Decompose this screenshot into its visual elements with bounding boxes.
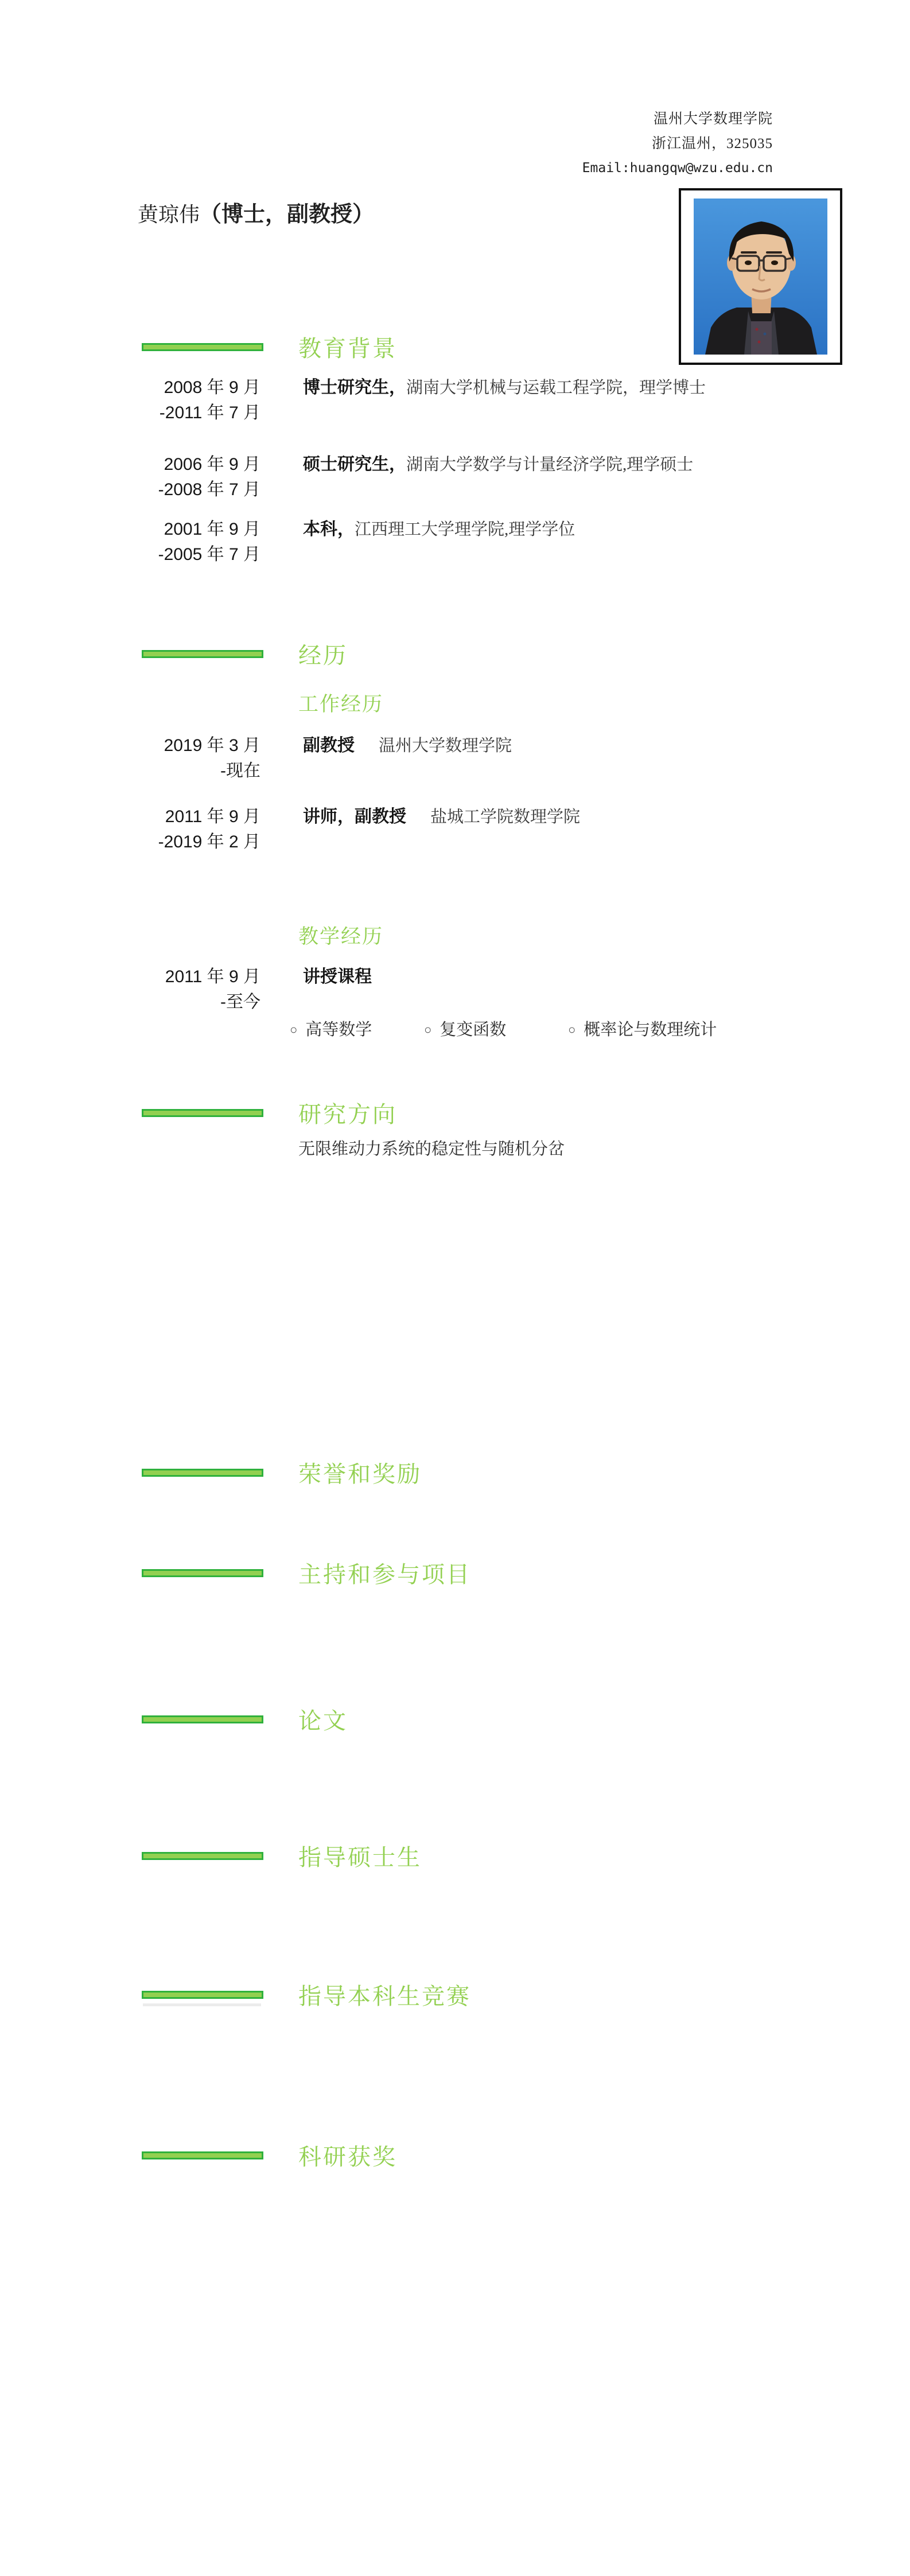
work-row-desc [303,731,512,756]
education-section-title: 教育背景 [298,336,397,361]
employer-label: 盐城工学院数理学院 [430,808,581,826]
teaching-experience-subtitle: 教学经历 [298,925,384,948]
education-row-date-end: -2005 年 7 月 [158,545,260,564]
contact-email: Email:huangqw@wzu.edu.cn [582,161,773,176]
contact-block [488,107,773,181]
work-row-desc [303,802,580,827]
education-row-desc [303,373,706,398]
work-row-date: 2019 年 3 月 [164,736,260,755]
person-name: 黄琼伟 [138,203,200,226]
degree-label: 硕士研究生， [303,455,406,474]
research-section-title: 研究方向 [298,1102,397,1127]
honors-section-bar [142,1469,263,1477]
masters-section-bar [142,1852,263,1860]
degree-detail: 江西理工大学理学院,理学学位 [355,520,575,539]
contact-address: 浙江温州，325035 [651,136,773,151]
degree-detail: 湖南大学机械与运载工程学院，理学博士 [406,379,706,397]
course-label: 高等数学 [305,1021,372,1039]
education-row-date: 2006 年 9 月 [164,455,260,474]
papers-section-title: 论文 [298,1709,348,1734]
education-section-bar [142,343,263,351]
projects-section-title: 主持和参与项目 [298,1562,471,1587]
work-row-date: 2011 年 9 月 [165,807,260,826]
bullet-circle-icon: ○ [290,1022,298,1037]
person-name-row [138,196,374,228]
teaching-row-date-end: -至今 [220,993,260,1011]
contact-organization: 温州大学数理学院 [653,111,773,127]
courses-taught-label: 讲授课程 [303,967,372,986]
bullet-circle-icon: ○ [424,1022,432,1037]
experience-section-title: 经历 [298,643,348,668]
awards-section-bar [142,2151,263,2159]
position-label: 讲师，副教授 [303,807,406,826]
profile-photo-drawing [694,199,827,355]
research-section-bar [142,1109,263,1117]
competitions-bar-shadow [143,2003,261,2006]
masters-section-title: 指导硕士生 [298,1845,422,1870]
education-row-date: 2008 年 9 月 [164,378,260,397]
work-experience-subtitle: 工作经历 [298,693,384,715]
person-title-suffix: （博士，副教授） [200,203,375,227]
course-item [568,1017,717,1040]
degree-label: 本科， [303,520,355,539]
teaching-row-desc [303,962,372,987]
degree-label: 博士研究生， [303,378,406,397]
profile-photo [679,188,842,365]
research-direction-text: 无限维动力系统的稳定性与随机分岔 [298,1140,565,1158]
bullet-circle-icon: ○ [568,1022,576,1037]
honors-section-title: 荣誉和奖励 [298,1462,422,1487]
employer-label: 温州大学数理学院 [379,737,512,755]
papers-section-bar [142,1715,263,1723]
education-row-desc [303,450,693,475]
course-label: 复变函数 [440,1021,507,1039]
teaching-row-date: 2011 年 9 月 [165,967,260,986]
course-label: 概率论与数理统计 [584,1021,717,1039]
position-label: 副教授 [303,736,355,755]
education-row-desc [303,515,575,540]
degree-detail: 湖南大学数学与计量经济学院,理学硕士 [406,456,694,474]
course-item [424,1017,506,1040]
work-row-date-end: -现在 [220,761,260,780]
projects-section-bar [142,1569,263,1577]
education-row-date-end: -2011 年 7 月 [159,403,260,422]
education-row-date: 2001 年 9 月 [164,520,260,539]
experience-section-bar [142,650,263,658]
competitions-section-title: 指导本科生竞赛 [298,1984,471,2009]
work-row-date-end: -2019 年 2 月 [158,832,260,851]
competitions-section-bar [142,1991,263,1999]
course-item [290,1017,372,1040]
education-row-date-end: -2008 年 7 月 [158,480,260,499]
awards-section-title: 科研获奖 [298,2145,397,2170]
